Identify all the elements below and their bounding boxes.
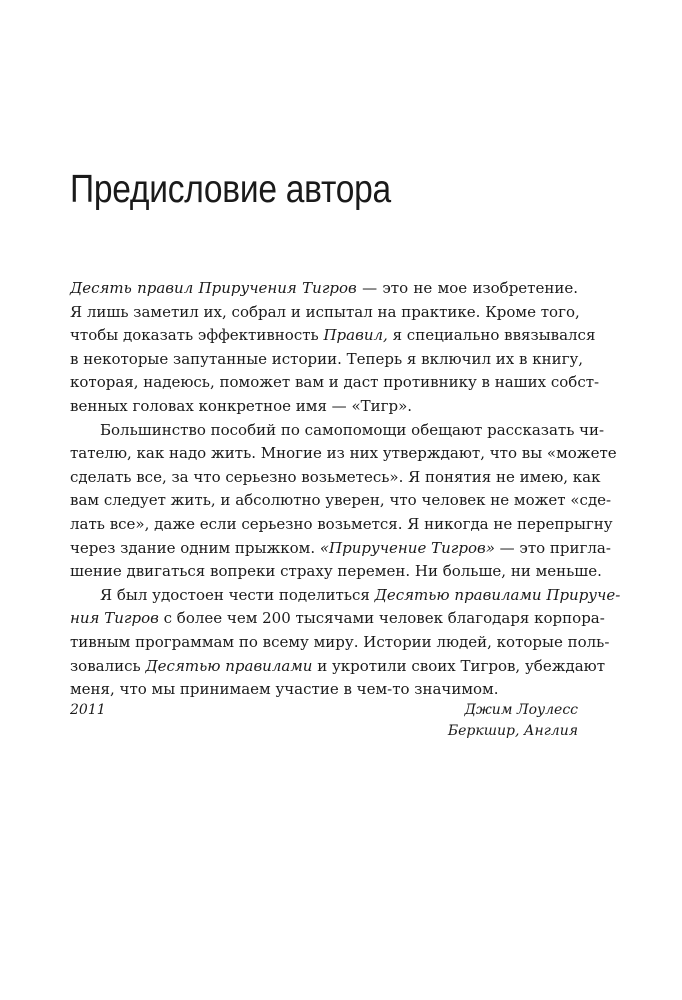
text-segment: через здание одним прыжком. (70, 538, 320, 557)
text-segment: — это пригла- (494, 538, 611, 557)
text-segment: чтобы доказать эффективность (70, 326, 324, 345)
text-segment: лать все», даже если серьезно возьмется. Я никогда не перепрыгну (70, 514, 613, 533)
author-location: Беркшир, Англия (447, 723, 578, 739)
text-segment: Большинство пособий по самопомощи обещают рассказать чи- (100, 420, 605, 439)
italic-segment: Правил, (323, 326, 388, 345)
text-segment: зовались (70, 656, 146, 675)
text-segment: в некоторые запутанные истории. Теперь я включил их в книгу, (70, 349, 584, 368)
text-line (70, 537, 611, 561)
italic-segment: Десятью правилами Прируче- (374, 585, 621, 604)
author-name: Джим Лоулесс (464, 702, 578, 718)
text-line (70, 348, 584, 372)
text-segment: венных головах конкретное имя — «Тигр». (70, 396, 413, 415)
text-segment: вам следует жить, и абсолютно уверен, что человек не может «сде- (70, 491, 612, 510)
text-segment: и укротили своих Тигров, убеждают (312, 656, 606, 675)
text-line (70, 631, 610, 655)
text-segment: меня, что мы принимаем участие в чем-то значимом. (70, 680, 499, 699)
text-segment: Я был удостоен чести поделиться (100, 585, 375, 604)
text-line (70, 607, 605, 631)
text-line (70, 560, 602, 584)
text-segment: шение двигаться вопреки страху перемен. Ни больше, ни меньше. (70, 562, 602, 581)
date: 2011 (70, 702, 106, 718)
text-line (70, 277, 578, 301)
page-title: Предисловие автора (70, 168, 391, 211)
text-segment: с более чем 200 тысячами человек благодаря корпора- (158, 609, 605, 628)
text-segment: сделать все, за что серьезно возьметесь». Я понятия не имею, как (70, 467, 601, 486)
text-line (70, 655, 606, 679)
text-segment: которая, надеюсь, поможет вам и даст противнику в наших собст- (70, 373, 600, 392)
text-line (70, 442, 617, 466)
text-segment: Я лишь заметил их, собрал и испытал на практике. Кроме того, (70, 302, 580, 321)
text-line (70, 301, 578, 325)
italic-segment: Десять правил Приручения Тигров (70, 279, 357, 297)
body-text (70, 277, 621, 702)
italic-segment: Десятью правилами (145, 656, 313, 675)
text-line (70, 395, 578, 419)
text-segment: я специально ввязывался (387, 326, 596, 345)
italic-segment: ния Тигров (70, 609, 159, 628)
text-segment: тателю, как надо жить. Многие из них утверждают, что вы «можете (70, 444, 617, 463)
text-line (70, 513, 613, 537)
text-line (70, 466, 601, 490)
text-line (70, 371, 600, 395)
text-line (70, 678, 578, 702)
text-segment: тивным программам по всему миру. Истории людей, которые поль- (70, 632, 610, 651)
signature (448, 700, 578, 742)
text-line (70, 419, 605, 443)
text-line (70, 324, 596, 348)
text-line (70, 489, 612, 513)
text-segment: — это не мое изобретение. (356, 279, 578, 297)
italic-segment: «Приручение Тигров» (319, 538, 495, 557)
text-line (70, 584, 621, 608)
